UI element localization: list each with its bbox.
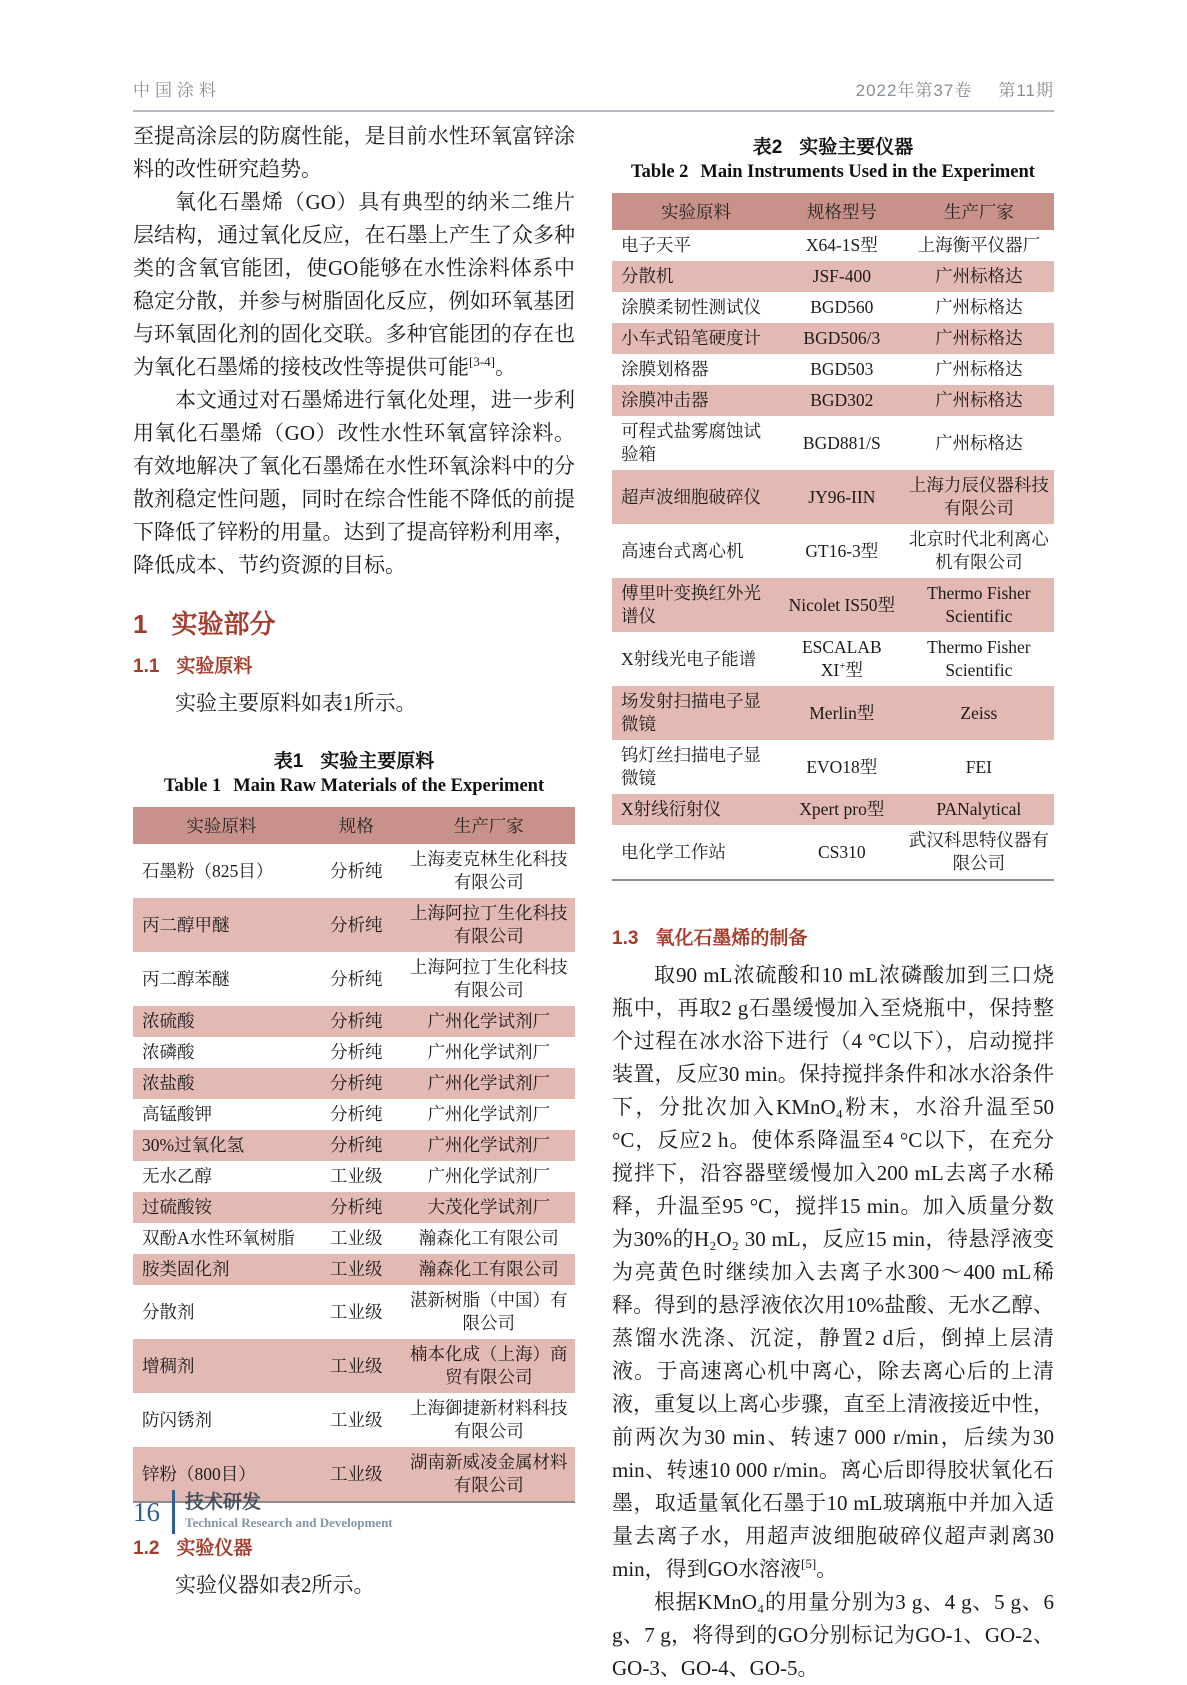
section-number: 1.3 — [612, 928, 639, 949]
manufacturer-cell: 广州标格达 — [935, 297, 1023, 317]
model-cell: BGD506/3 — [803, 328, 881, 348]
manufacturer-cell: 上海阿拉丁生化科技有限公司 — [410, 957, 568, 1000]
table-row — [612, 261, 1054, 292]
table-row — [133, 1068, 575, 1099]
volume-text: 2022年第37卷 — [855, 81, 973, 100]
material-cell: 无水乙醇 — [142, 1166, 212, 1186]
model-cell: EVO18型 — [806, 756, 878, 777]
left-column — [133, 120, 575, 1685]
table-row — [133, 1037, 575, 1068]
header-cell: 规格型号 — [780, 193, 904, 230]
table-row — [612, 578, 1054, 632]
model-cell: CS310 — [818, 841, 866, 862]
table-caption-title: 实验主要仪器 — [799, 137, 914, 158]
instrument-cell: 分散机 — [621, 266, 674, 286]
material-cell: 胺类固化剂 — [142, 1259, 230, 1279]
manufacturer-cell: 湖南新威凌金属材料有限公司 — [410, 1452, 568, 1495]
instrument-cell: 涂膜冲击器 — [621, 390, 709, 410]
paragraph: 本文通过对石墨烯进行氧化处理，进一步利用氧化石墨烯（GO）改性水性环氧富锌涂料。有效地解决了氧化石墨烯在水性环氧涂料中的分散剂稳定性问题，同时在综合性能不降低的前提下降低了锌粉的用量。达到了提高锌粉利用率，降低成本、节约资源的目标。 — [133, 388, 575, 577]
instrument-cell: 钨灯丝扫描电子显微镜 — [621, 745, 761, 788]
table-caption-title: 实验主要原料 — [320, 751, 435, 772]
manufacturer-cell: 广州化学试剂厂 — [427, 1104, 551, 1124]
issue-info — [856, 76, 1054, 101]
table-row — [133, 1161, 575, 1192]
material-cell: 浓盐酸 — [142, 1073, 195, 1093]
instrument-cell: 涂膜划格器 — [621, 359, 709, 379]
table-row — [612, 230, 1054, 261]
grade-cell: 工业级 — [329, 1463, 383, 1484]
section-number: 1 — [133, 609, 148, 639]
table-caption-label: Table 1 — [163, 776, 222, 796]
table-row — [612, 524, 1054, 578]
grade-cell: 工业级 — [329, 1166, 383, 1186]
material-cell: 锌粉（800目） — [142, 1463, 256, 1484]
header-cell: 生产厂家 — [904, 193, 1054, 230]
reference-marker: [5] — [801, 1556, 817, 1571]
grade-cell: 分析纯 — [329, 1197, 383, 1217]
material-cell: 浓硫酸 — [142, 1011, 195, 1031]
model-cell: BGD302 — [810, 390, 874, 410]
header-cell: 规格 — [310, 807, 403, 844]
material-cell: 高锰酸钾 — [142, 1104, 212, 1124]
material-cell: 浓磷酸 — [142, 1042, 195, 1062]
superscript: + — [839, 660, 846, 673]
section-heading-1-2 — [133, 1533, 575, 1560]
instrument-cell: 场发射扫描电子显微镜 — [621, 691, 761, 734]
table-row — [612, 416, 1054, 470]
table-row — [133, 1099, 575, 1130]
footer-labels — [185, 1492, 393, 1532]
manufacturer-cell: 瀚森化工有限公司 — [418, 1228, 559, 1248]
grade-cell: 工业级 — [329, 1355, 383, 1376]
table-row — [612, 385, 1054, 416]
grade-cell: 分析纯 — [329, 968, 383, 989]
model-cell: Nicolet IS50型 — [788, 594, 896, 615]
grade-cell: 分析纯 — [329, 1042, 383, 1062]
paragraph: 实验仪器如表2所示。 — [175, 1573, 375, 1597]
manufacturer-cell: 广州标格达 — [935, 432, 1023, 453]
material-cell: 30%过氧化氢 — [142, 1135, 245, 1155]
table1-caption-en — [133, 776, 575, 797]
manufacturer-cell: 楠本化成（上海）商贸有限公司 — [410, 1344, 568, 1387]
table2 — [612, 193, 1054, 881]
table-row — [612, 825, 1054, 880]
manufacturer-cell: Thermo Fisher Scientific — [927, 583, 1031, 626]
instrument-cell: 高速台式离心机 — [621, 540, 744, 561]
paragraph — [133, 186, 575, 384]
model-cell: Merlin型 — [809, 702, 875, 723]
table-row — [133, 1130, 575, 1161]
grade-cell: 分析纯 — [329, 860, 383, 881]
table-row — [612, 740, 1054, 794]
manufacturer-cell: 广州标格达 — [935, 390, 1023, 410]
header-cell: 实验原料 — [612, 193, 780, 230]
header-cell: 生产厂家 — [403, 807, 575, 844]
model-cell: BGD881/S — [802, 432, 881, 453]
table-caption-label: 表1 — [273, 751, 304, 772]
table-row — [612, 794, 1054, 825]
section-title: 实验原料 — [176, 656, 253, 677]
model-cell: BGD560 — [810, 297, 874, 317]
paragraph-text: 。 — [495, 355, 516, 379]
table2-caption-zh — [612, 132, 1054, 159]
page-number: 16 — [133, 1496, 160, 1527]
material-cell: 过硫酸铵 — [142, 1197, 212, 1217]
footer-label-zh: 技术研发 — [185, 1492, 262, 1513]
table-row — [612, 686, 1054, 740]
issue-text: 第11期 — [998, 81, 1054, 100]
grade-cell: 工业级 — [329, 1301, 383, 1322]
footer-label-en: Technical Research and Development — [185, 1515, 393, 1530]
table-row — [612, 323, 1054, 354]
model-text: 型 — [845, 660, 863, 680]
paragraph-text: 取90 mL浓硫酸和10 mL浓磷酸加到三口烧瓶中，再取2 g石墨缓慢加入至烧瓶中，保持整个过程在冰水浴下进行（4 °C以下），启动搅拌装置，反应30 min。保持搅拌条件和冰水浴条件下，分批次加入KMnO₄粉末，水浴升温至50 °C，反应2 h。使体系降温至4 °C以下，在充分搅拌下，沿容器壁缓慢加入200 mL去离子水稀释，升温至95 °C，搅拌15 min。加入质量分数为30%的H₂O₂ 30 mL，反应15 min，待悬浮液变为亮黄色时继续加入去离子水300～400 mL稀释。得到的悬浮液依次用10%盐酸、无水乙醇、蒸馏水洗涤、沉淀，静置2 d后，倒掉上层清液。于高速离心机中离心，除去离心后的上清液，重复以上离心步骤，直至上清液接近中性，前两次为30 min、转速7 000 r/min，后续为30 min、转速10 000 r/min。离心后即得胶状氧化石墨，取适量氧化石墨于10 mL玻璃瓶中并加入适量去离子水，用超声波细胞破碎仪超声剥离30 min，得到GO水溶液 — [612, 963, 1054, 1581]
manufacturer-cell: 广州标格达 — [935, 359, 1023, 379]
manufacturer-cell: 广州化学试剂厂 — [427, 1073, 551, 1093]
table-row — [133, 898, 575, 952]
table-caption-title: Main Raw Materials of the Experiment — [233, 776, 545, 796]
header-cell: 实验原料 — [133, 807, 310, 844]
material-cell: 增稠剂 — [142, 1355, 195, 1376]
manufacturer-cell: 上海衡平仪器厂 — [917, 235, 1041, 255]
manufacturer-cell: 北京时代北利离心机有限公司 — [908, 529, 1049, 572]
manufacturer-cell: Zeiss — [960, 702, 998, 723]
material-cell: 防闪锈剂 — [142, 1409, 212, 1430]
instrument-cell: 涂膜柔韧性测试仪 — [621, 297, 761, 317]
table-row — [612, 292, 1054, 323]
instrument-cell: 电子天平 — [621, 235, 691, 255]
table-caption-label: 表2 — [752, 137, 783, 158]
table-header-row — [612, 193, 1054, 230]
manufacturer-cell: PANalytical — [936, 799, 1022, 819]
manufacturer-cell: 上海阿拉丁生化科技有限公司 — [410, 903, 568, 946]
section-title: 氧化石墨烯的制备 — [655, 928, 808, 949]
table-row — [612, 632, 1054, 686]
manufacturer-cell: Thermo Fisher Scientific — [927, 637, 1031, 680]
manufacturer-cell: 上海麦克林生化科技有限公司 — [410, 849, 568, 892]
material-cell: 丙二醇甲醚 — [142, 914, 230, 935]
manufacturer-cell: FEI — [965, 756, 992, 777]
section-heading-1-3 — [612, 923, 1054, 950]
page-footer — [133, 1490, 393, 1534]
manufacturer-cell: 武汉科思特仪器有限公司 — [908, 830, 1049, 873]
table-row — [612, 354, 1054, 385]
manufacturer-cell: 广州化学试剂厂 — [427, 1166, 551, 1186]
manufacturer-cell: 广州化学试剂厂 — [427, 1135, 551, 1155]
spacer — [612, 881, 1054, 915]
manufacturer-cell: 湛新树脂（中国）有限公司 — [410, 1290, 568, 1333]
table1-caption-zh — [133, 746, 575, 773]
table-row — [612, 470, 1054, 524]
model-cell — [780, 632, 904, 686]
right-column — [612, 120, 1054, 1685]
manufacturer-cell: 广州化学试剂厂 — [427, 1011, 551, 1031]
table-row — [133, 1192, 575, 1223]
instrument-cell: 超声波细胞破碎仪 — [621, 486, 761, 507]
material-cell: 双酚A水性环氧树脂 — [142, 1228, 295, 1248]
grade-cell: 分析纯 — [329, 914, 383, 935]
manufacturer-cell: 大茂化学试剂厂 — [427, 1197, 551, 1217]
instrument-cell: 电化学工作站 — [621, 841, 726, 862]
paragraph-text: 。 — [816, 1557, 838, 1581]
manufacturer-cell: 上海力辰仪器科技有限公司 — [908, 475, 1049, 518]
material-cell: 丙二醇苯醚 — [142, 968, 230, 989]
paragraph: 实验主要原料如表1所示。 — [175, 691, 417, 715]
grade-cell: 工业级 — [329, 1409, 383, 1430]
table-caption-label: Table 2 — [631, 162, 689, 182]
table-row — [133, 1254, 575, 1285]
grade-cell: 分析纯 — [329, 1011, 383, 1031]
table-caption-title: Main Instruments Used in the Experiment — [700, 162, 1035, 182]
instrument-cell: 小车式铅笔硬度计 — [621, 328, 761, 348]
grade-cell: 分析纯 — [329, 1104, 383, 1124]
table-row — [133, 1006, 575, 1037]
table-row — [133, 844, 575, 898]
grade-cell: 分析纯 — [329, 1073, 383, 1093]
section-heading-1-1 — [133, 651, 575, 678]
table-row — [133, 952, 575, 1006]
model-cell: BGD503 — [810, 359, 874, 379]
model-cell: X64-1S型 — [805, 235, 878, 255]
section-title: 实验部分 — [171, 609, 276, 639]
table2-caption-en — [612, 162, 1054, 183]
paragraph — [612, 959, 1054, 1586]
table-row — [133, 1339, 575, 1393]
model-cell: JY96-IIN — [808, 486, 876, 507]
model-cell: JSF-400 — [812, 266, 871, 286]
material-cell: 分散剂 — [142, 1301, 195, 1322]
manufacturer-cell: 上海御捷新材料科技有限公司 — [410, 1398, 568, 1441]
manufacturer-cell: 瀚森化工有限公司 — [418, 1259, 559, 1279]
reference-marker: [3-4] — [469, 354, 495, 369]
model-cell: GT16-3型 — [805, 540, 879, 561]
table-row — [133, 1393, 575, 1447]
grade-cell: 工业级 — [329, 1259, 383, 1279]
section-title: 实验仪器 — [176, 1538, 253, 1559]
manufacturer-cell: 广州化学试剂厂 — [427, 1042, 551, 1062]
section-number: 1.1 — [133, 656, 160, 677]
page-content — [133, 120, 1054, 1685]
page-header — [133, 76, 1054, 112]
instrument-cell: 傅里叶变换红外光谱仪 — [621, 583, 761, 626]
model-cell: Xpert pro型 — [799, 799, 885, 819]
section-number: 1.2 — [133, 1538, 160, 1559]
instrument-cell: 可程式盐雾腐蚀试验箱 — [621, 421, 761, 464]
table1 — [133, 807, 575, 1503]
paragraph-text: 氧化石墨烯（GO）具有典型的纳米二维片层结构，通过氧化反应，在石墨上产生了众多种类的含氧官能团，使GO能够在水性涂料体系中稳定分散，并参与树脂固化反应，例如环氧基团与环氧固化剂的固化交联。多种官能团的存在也为氧化石墨烯的接枝改性等提供可能 — [133, 190, 575, 379]
manufacturer-cell: 广州标格达 — [935, 266, 1023, 286]
table-row — [133, 1223, 575, 1254]
manufacturer-cell: 广州标格达 — [935, 328, 1023, 348]
journal-name: 中国涂料 — [133, 81, 221, 100]
section-heading-1 — [133, 604, 575, 641]
footer-divider — [172, 1490, 175, 1534]
material-cell: 石墨粉（825目） — [142, 860, 274, 881]
grade-cell: 分析纯 — [329, 1135, 383, 1155]
paragraph: 根据KMnO₄的用量分别为3 g、4 g、5 g、6 g、7 g，将得到的GO分别标记为GO-1、GO-2、GO-3、GO-4、GO-5。 — [612, 1590, 1054, 1680]
table-row — [133, 1285, 575, 1339]
table-header-row — [133, 807, 575, 844]
model-text: ESCALAB XI — [801, 637, 882, 680]
instrument-cell: X射线光电子能谱 — [621, 648, 757, 669]
instrument-cell: X射线衍射仪 — [621, 799, 722, 819]
paragraph: 至提高涂层的防腐性能，是目前水性环氧富锌涂料的改性研究趋势。 — [133, 124, 575, 181]
grade-cell: 工业级 — [329, 1228, 383, 1248]
